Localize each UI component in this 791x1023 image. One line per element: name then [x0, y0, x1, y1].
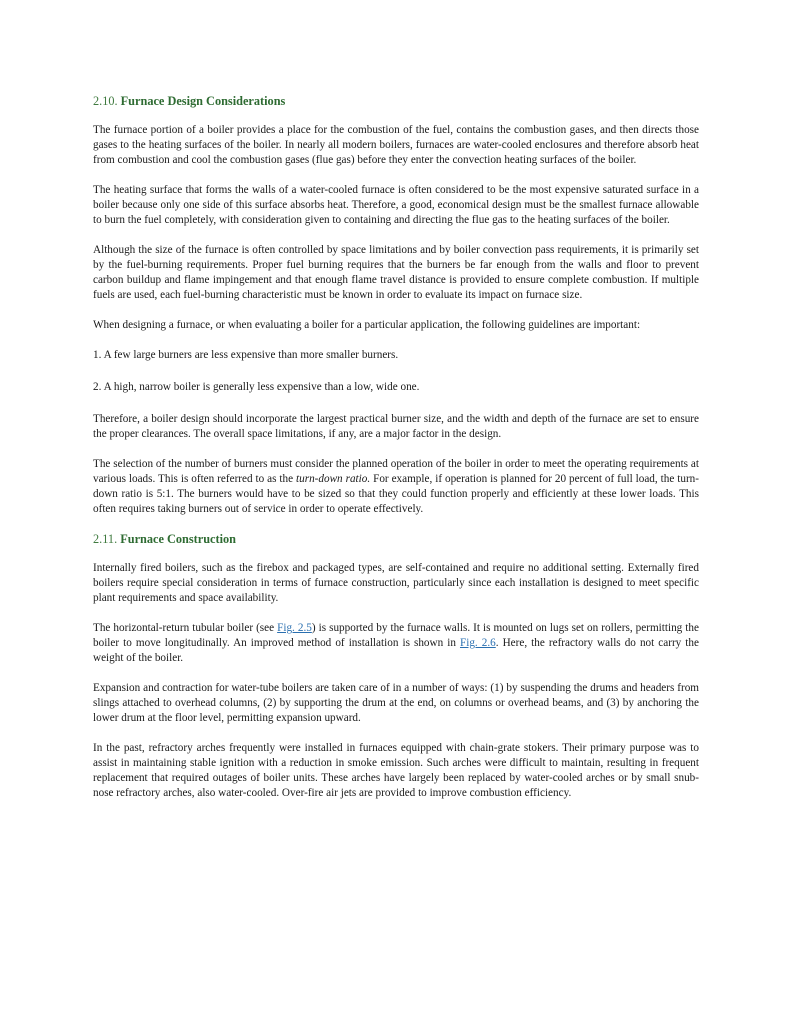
paragraph: The heating surface that forms the walls of a water-cooled furnace is often considered to be the most expensive saturated surface in a boiler because only one side of this surface absorbs heat. Therefore, a good, economical design must be the smallest furnace allowable to burn the fuel completely, with consideration given to containing and directing the flue gas to the heating surfaces of the boiler.: [93, 184, 699, 226]
section-number: 2.10.: [93, 94, 118, 108]
paragraph: The horizontal-return tubular boiler (see Fig. 2.5) is supported by the furnace walls. It is mounted on lugs set on rollers, permitting the boiler to move longitudinally. An improved method of installation is shown in Fig. 2.6. Here, the refractory walls do not carry the weight of the boiler.: [93, 622, 699, 664]
paragraph: When designing a furnace, or when evaluating a boiler for a particular application, the following guidelines are important:: [93, 319, 641, 331]
section-heading-2-11: [93, 531, 699, 547]
paragraph: The selection of the number of burners must consider the planned operation of the boiler in order to meet the operating requirements at various loads. This is often referred to as the turn-down ratio. For example, if operation is planned for 20 percent of full load, the turn-down ratio is 5:1. The burners would have to be sized so that they could function properly and efficiently at these lower loads. This often requires taking burners out of service in order to operate effectively.: [93, 458, 699, 515]
list-item: 2. A high, narrow boiler is generally less expensive than a low, wide one.: [93, 381, 420, 393]
section-heading-2-10: [93, 93, 699, 109]
section-number: 2.11.: [93, 532, 118, 546]
paragraph: Although the size of the furnace is often controlled by space limitations and by boiler convection pass requirements, it is primarily set by the fuel-burning requirements. Proper fuel burning requires that the burners be far enough from the walls and floor to prevent carbon buildup and flame impingement and that enough flame travel distance is provided to ensure complete combustion. If multiple fuels are used, each fuel-burning characteristic must be known in order to evaluate its impact on furnace size.: [93, 244, 699, 301]
section-title: Furnace Design Considerations: [120, 94, 286, 108]
list-item: 1. A few large burners are less expensive than more smaller burners.: [93, 349, 399, 361]
fig-2-5-link[interactable]: Fig. 2.5: [277, 622, 312, 634]
paragraph: Therefore, a boiler design should incorporate the largest practical burner size, and the width and depth of the furnace are set to ensure the proper clearances. The overall space limitations, if any, are a major factor in the design.: [93, 413, 699, 440]
emphasis-term: turn-down ratio.: [296, 473, 371, 485]
section-title: Furnace Construction: [120, 532, 237, 546]
fig-2-6-link[interactable]: Fig. 2.6: [459, 637, 496, 649]
paragraph: In the past, refractory arches frequently were installed in furnaces equipped with chain-grate stokers. Their primary purpose was to assist in maintaining stable ignition with a reduction in smoke emission. Such arches were difficult to maintain, resulting in frequent replacement that required outages of boiler units. These arches have largely been replaced by water-cooled arches or by small snub-nose refractory arches, also water-cooled. Over-fire air jets are provided to improve combustion efficiency.: [93, 742, 699, 799]
paragraph: Expansion and contraction for water-tube boilers are taken care of in a number of ways: (1) by suspending the drums and headers from slings attached to overhead columns, (2) by supporting the drum at the end, on columns or overhead beams, and (3) by anchoring the lower drum at the floor level, permitting expansion upward.: [93, 682, 699, 724]
paragraph: Internally fired boilers, such as the firebox and packaged types, are self-contained and require no additional setting. Externally fired boilers require special consideration in terms of furnace construction, particularly since each installation is designed to meet specific plant requirements and space availability.: [93, 562, 699, 604]
paragraph: The furnace portion of a boiler provides a place for the combustion of the fuel, contains the combustion gases, and then directs those gases to the heating surfaces of the boiler. In nearly all modern boilers, furnaces are water-cooled enclosures and therefore absorb heat from combustion and cool the combustion gases (flue gas) before they enter the convection heating surfaces of the boiler.: [93, 124, 699, 166]
